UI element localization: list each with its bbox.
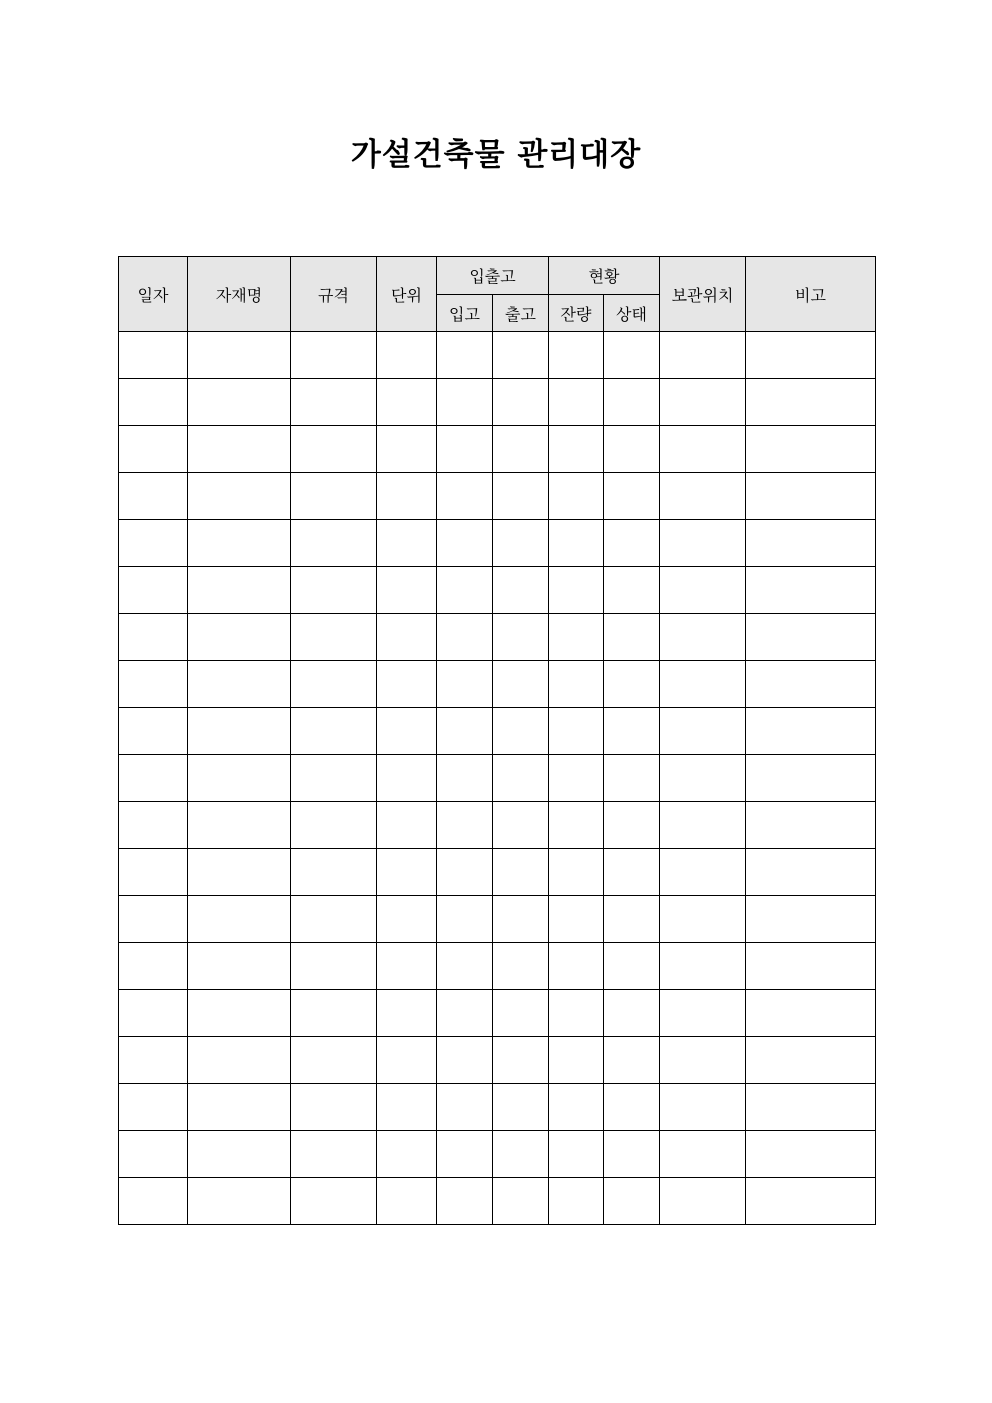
cell-storage-location[interactable]: [660, 661, 746, 708]
cell-material-name[interactable]: [188, 896, 291, 943]
cell-remarks[interactable]: [746, 661, 876, 708]
cell-condition[interactable]: [604, 520, 660, 567]
cell-condition[interactable]: [604, 473, 660, 520]
table-row: [119, 1084, 876, 1131]
header-storage-location: 보관위치: [660, 257, 746, 332]
cell-remarks[interactable]: [746, 426, 876, 473]
cell-material-name[interactable]: [188, 379, 291, 426]
cell-in[interactable]: [437, 1178, 493, 1225]
cell-spec[interactable]: [291, 1084, 377, 1131]
cell-remarks[interactable]: [746, 567, 876, 614]
cell-unit[interactable]: [377, 614, 437, 661]
cell-out[interactable]: [493, 1084, 549, 1131]
cell-in[interactable]: [437, 661, 493, 708]
table-body: [119, 332, 876, 1225]
cell-date[interactable]: [119, 1131, 188, 1178]
cell-in[interactable]: [437, 1037, 493, 1084]
cell-date[interactable]: [119, 990, 188, 1037]
cell-remarks[interactable]: [746, 802, 876, 849]
cell-remaining[interactable]: [549, 1037, 604, 1084]
cell-unit[interactable]: [377, 473, 437, 520]
cell-condition[interactable]: [604, 426, 660, 473]
cell-remarks[interactable]: [746, 520, 876, 567]
cell-condition[interactable]: [604, 379, 660, 426]
cell-remaining[interactable]: [549, 426, 604, 473]
cell-out[interactable]: [493, 473, 549, 520]
cell-remaining[interactable]: [549, 379, 604, 426]
cell-spec[interactable]: [291, 473, 377, 520]
cell-out[interactable]: [493, 755, 549, 802]
cell-remarks[interactable]: [746, 943, 876, 990]
cell-date[interactable]: [119, 473, 188, 520]
cell-spec[interactable]: [291, 1178, 377, 1225]
cell-remarks[interactable]: [746, 1084, 876, 1131]
header-condition: 상태: [604, 295, 660, 332]
cell-date[interactable]: [119, 1178, 188, 1225]
cell-spec[interactable]: [291, 1131, 377, 1178]
header-inout-group: 입출고: [437, 257, 549, 295]
cell-unit[interactable]: [377, 1037, 437, 1084]
cell-remarks[interactable]: [746, 332, 876, 379]
table-row: [119, 1037, 876, 1084]
cell-unit[interactable]: [377, 1084, 437, 1131]
cell-unit[interactable]: [377, 567, 437, 614]
cell-in[interactable]: [437, 708, 493, 755]
cell-storage-location[interactable]: [660, 332, 746, 379]
cell-storage-location[interactable]: [660, 379, 746, 426]
table-header: [119, 257, 876, 332]
cell-unit[interactable]: [377, 943, 437, 990]
cell-material-name[interactable]: [188, 1178, 291, 1225]
cell-remaining[interactable]: [549, 943, 604, 990]
cell-remaining[interactable]: [549, 1178, 604, 1225]
table-row: [119, 943, 876, 990]
cell-date[interactable]: [119, 567, 188, 614]
cell-condition[interactable]: [604, 332, 660, 379]
cell-condition[interactable]: [604, 567, 660, 614]
cell-date[interactable]: [119, 520, 188, 567]
cell-material-name[interactable]: [188, 614, 291, 661]
cell-in[interactable]: [437, 755, 493, 802]
cell-remaining[interactable]: [549, 802, 604, 849]
cell-spec[interactable]: [291, 520, 377, 567]
cell-material-name[interactable]: [188, 849, 291, 896]
cell-out[interactable]: [493, 990, 549, 1037]
cell-storage-location[interactable]: [660, 802, 746, 849]
cell-condition[interactable]: [604, 661, 660, 708]
cell-storage-location[interactable]: [660, 990, 746, 1037]
cell-date[interactable]: [119, 379, 188, 426]
cell-condition[interactable]: [604, 755, 660, 802]
cell-storage-location[interactable]: [660, 473, 746, 520]
ledger-table: [118, 256, 876, 1225]
cell-in[interactable]: [437, 849, 493, 896]
cell-spec[interactable]: [291, 379, 377, 426]
cell-material-name[interactable]: [188, 755, 291, 802]
cell-spec[interactable]: [291, 896, 377, 943]
cell-remaining[interactable]: [549, 520, 604, 567]
cell-date[interactable]: [119, 614, 188, 661]
cell-out[interactable]: [493, 332, 549, 379]
table-row: [119, 708, 876, 755]
cell-storage-location[interactable]: [660, 1084, 746, 1131]
cell-spec[interactable]: [291, 614, 377, 661]
cell-date[interactable]: [119, 332, 188, 379]
cell-remaining[interactable]: [549, 990, 604, 1037]
cell-remaining[interactable]: [549, 661, 604, 708]
cell-material-name[interactable]: [188, 943, 291, 990]
cell-remaining[interactable]: [549, 755, 604, 802]
cell-date[interactable]: [119, 755, 188, 802]
cell-condition[interactable]: [604, 708, 660, 755]
cell-material-name[interactable]: [188, 332, 291, 379]
table-row: [119, 614, 876, 661]
cell-condition[interactable]: [604, 943, 660, 990]
cell-date[interactable]: [119, 849, 188, 896]
cell-storage-location[interactable]: [660, 567, 746, 614]
cell-spec[interactable]: [291, 567, 377, 614]
cell-remaining[interactable]: [549, 708, 604, 755]
cell-remarks[interactable]: [746, 473, 876, 520]
cell-remarks[interactable]: [746, 614, 876, 661]
cell-remaining[interactable]: [549, 332, 604, 379]
cell-out[interactable]: [493, 426, 549, 473]
cell-date[interactable]: [119, 426, 188, 473]
cell-remarks[interactable]: [746, 708, 876, 755]
cell-out[interactable]: [493, 661, 549, 708]
cell-storage-location[interactable]: [660, 755, 746, 802]
cell-in[interactable]: [437, 990, 493, 1037]
cell-condition[interactable]: [604, 849, 660, 896]
cell-storage-location[interactable]: [660, 896, 746, 943]
cell-date[interactable]: [119, 1037, 188, 1084]
cell-unit[interactable]: [377, 661, 437, 708]
cell-date[interactable]: [119, 1084, 188, 1131]
cell-condition[interactable]: [604, 1131, 660, 1178]
cell-out[interactable]: [493, 802, 549, 849]
cell-unit[interactable]: [377, 379, 437, 426]
cell-condition[interactable]: [604, 990, 660, 1037]
table-row: [119, 990, 876, 1037]
table-row: [119, 849, 876, 896]
cell-condition[interactable]: [604, 896, 660, 943]
cell-remarks[interactable]: [746, 1131, 876, 1178]
cell-date[interactable]: [119, 661, 188, 708]
cell-storage-location[interactable]: [660, 1131, 746, 1178]
table-row: [119, 379, 876, 426]
header-material-name: 자재명: [188, 257, 291, 332]
cell-remaining[interactable]: [549, 1131, 604, 1178]
cell-condition[interactable]: [604, 1084, 660, 1131]
cell-condition[interactable]: [604, 1178, 660, 1225]
cell-material-name[interactable]: [188, 1037, 291, 1084]
cell-condition[interactable]: [604, 1037, 660, 1084]
cell-material-name[interactable]: [188, 802, 291, 849]
cell-remaining[interactable]: [549, 1084, 604, 1131]
header-unit: 단위: [377, 257, 437, 332]
cell-in[interactable]: [437, 520, 493, 567]
header-date: 일자: [119, 257, 188, 332]
cell-in[interactable]: [437, 567, 493, 614]
cell-remarks[interactable]: [746, 755, 876, 802]
table-row: [119, 1178, 876, 1225]
cell-spec[interactable]: [291, 943, 377, 990]
header-remarks: 비고: [746, 257, 876, 332]
table-row: [119, 332, 876, 379]
cell-date[interactable]: [119, 943, 188, 990]
table-row: [119, 520, 876, 567]
cell-storage-location[interactable]: [660, 708, 746, 755]
cell-unit[interactable]: [377, 990, 437, 1037]
cell-spec[interactable]: [291, 755, 377, 802]
header-remaining: 잔량: [549, 295, 604, 332]
cell-out[interactable]: [493, 896, 549, 943]
cell-out[interactable]: [493, 1037, 549, 1084]
cell-in[interactable]: [437, 614, 493, 661]
cell-spec[interactable]: [291, 849, 377, 896]
cell-remaining[interactable]: [549, 567, 604, 614]
cell-material-name[interactable]: [188, 426, 291, 473]
cell-in[interactable]: [437, 379, 493, 426]
cell-remaining[interactable]: [549, 614, 604, 661]
cell-in[interactable]: [437, 1131, 493, 1178]
cell-out[interactable]: [493, 520, 549, 567]
header-in: 입고: [437, 295, 493, 332]
page-title: 가설건축물 관리대장: [350, 137, 642, 173]
cell-spec[interactable]: [291, 661, 377, 708]
cell-unit[interactable]: [377, 896, 437, 943]
cell-in[interactable]: [437, 473, 493, 520]
cell-storage-location[interactable]: [660, 614, 746, 661]
cell-storage-location[interactable]: [660, 943, 746, 990]
table-row: [119, 426, 876, 473]
table-row: [119, 473, 876, 520]
table-row: [119, 802, 876, 849]
cell-material-name[interactable]: [188, 1131, 291, 1178]
cell-out[interactable]: [493, 614, 549, 661]
cell-unit[interactable]: [377, 426, 437, 473]
cell-in[interactable]: [437, 1084, 493, 1131]
cell-storage-location[interactable]: [660, 426, 746, 473]
cell-unit[interactable]: [377, 802, 437, 849]
cell-unit[interactable]: [377, 332, 437, 379]
cell-spec[interactable]: [291, 426, 377, 473]
cell-in[interactable]: [437, 426, 493, 473]
cell-out[interactable]: [493, 1178, 549, 1225]
cell-in[interactable]: [437, 802, 493, 849]
cell-remaining[interactable]: [549, 896, 604, 943]
cell-material-name[interactable]: [188, 661, 291, 708]
cell-out[interactable]: [493, 943, 549, 990]
header-status-group: 현황: [549, 257, 660, 295]
cell-out[interactable]: [493, 567, 549, 614]
cell-remaining[interactable]: [549, 473, 604, 520]
cell-out[interactable]: [493, 708, 549, 755]
cell-condition[interactable]: [604, 802, 660, 849]
cell-condition[interactable]: [604, 614, 660, 661]
cell-material-name[interactable]: [188, 1084, 291, 1131]
cell-unit[interactable]: [377, 520, 437, 567]
cell-material-name[interactable]: [188, 567, 291, 614]
table-row: [119, 896, 876, 943]
cell-material-name[interactable]: [188, 473, 291, 520]
table-row: [119, 567, 876, 614]
cell-remarks[interactable]: [746, 379, 876, 426]
cell-storage-location[interactable]: [660, 1178, 746, 1225]
cell-spec[interactable]: [291, 1037, 377, 1084]
header-out: 출고: [493, 295, 549, 332]
header-spec: 규격: [291, 257, 377, 332]
cell-in[interactable]: [437, 896, 493, 943]
cell-date[interactable]: [119, 708, 188, 755]
cell-in[interactable]: [437, 332, 493, 379]
cell-storage-location[interactable]: [660, 520, 746, 567]
cell-material-name[interactable]: [188, 990, 291, 1037]
cell-unit[interactable]: [377, 708, 437, 755]
table-row: [119, 755, 876, 802]
cell-unit[interactable]: [377, 1131, 437, 1178]
cell-remarks[interactable]: [746, 896, 876, 943]
cell-spec[interactable]: [291, 990, 377, 1037]
cell-spec[interactable]: [291, 708, 377, 755]
cell-material-name[interactable]: [188, 520, 291, 567]
cell-remarks[interactable]: [746, 849, 876, 896]
cell-out[interactable]: [493, 1131, 549, 1178]
cell-date[interactable]: [119, 802, 188, 849]
cell-spec[interactable]: [291, 332, 377, 379]
cell-unit[interactable]: [377, 1178, 437, 1225]
table-row: [119, 1131, 876, 1178]
cell-remarks[interactable]: [746, 990, 876, 1037]
cell-out[interactable]: [493, 849, 549, 896]
cell-unit[interactable]: [377, 755, 437, 802]
cell-remaining[interactable]: [549, 849, 604, 896]
cell-storage-location[interactable]: [660, 1037, 746, 1084]
cell-remarks[interactable]: [746, 1178, 876, 1225]
cell-date[interactable]: [119, 896, 188, 943]
cell-out[interactable]: [493, 379, 549, 426]
cell-storage-location[interactable]: [660, 849, 746, 896]
table-row: [119, 661, 876, 708]
cell-remarks[interactable]: [746, 1037, 876, 1084]
cell-unit[interactable]: [377, 849, 437, 896]
cell-spec[interactable]: [291, 802, 377, 849]
cell-in[interactable]: [437, 943, 493, 990]
cell-material-name[interactable]: [188, 708, 291, 755]
